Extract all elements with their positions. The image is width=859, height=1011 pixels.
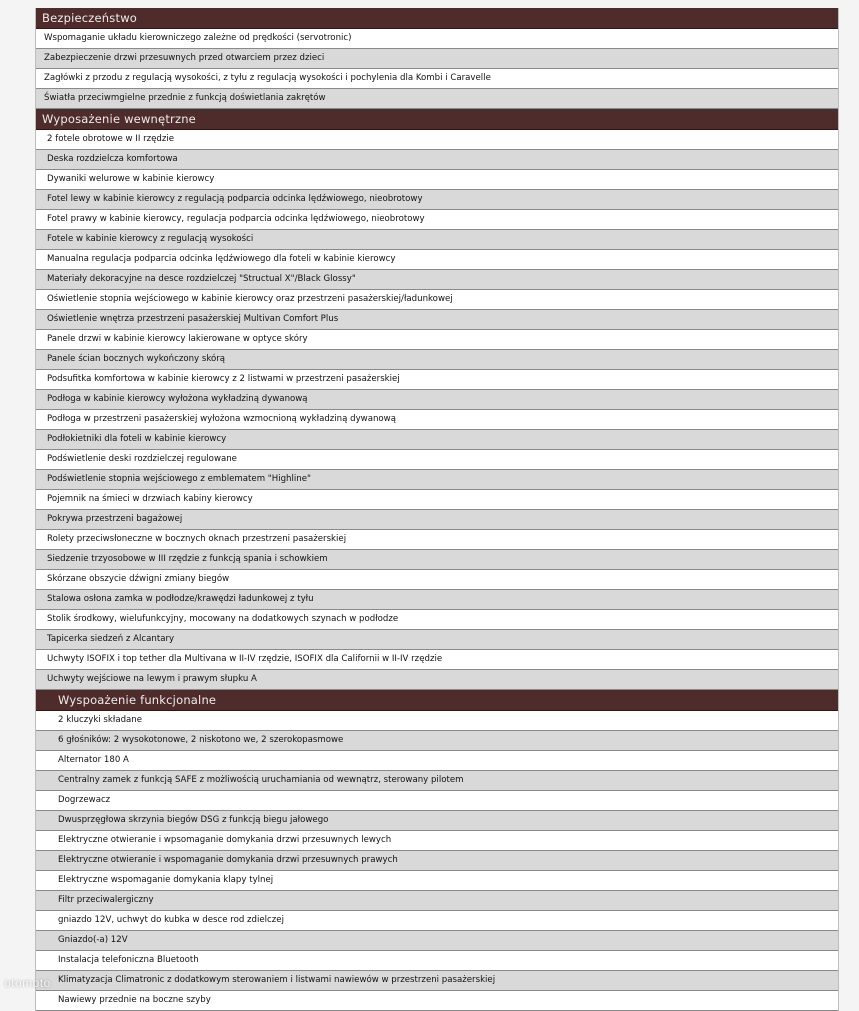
list-item: Rolety przeciwsłoneczne w bocznych oknach przestrzeni pasażerskiej (36, 530, 838, 550)
list-item: Podłoga w kabinie kierowcy wyłożona wykładziną dywanową (36, 390, 838, 410)
list-item: Światła przeciwmgielne przednie z funkcją doświetlania zakrętów (36, 89, 838, 109)
list-item: Fotele w kabinie kierowcy z regulacją wysokości (36, 230, 838, 250)
section-header: Bezpieczeństwo (36, 8, 838, 29)
list-item: Uchwyty ISOFIX i top tether dla Multivana w II-IV rzędzie, ISOFIX dla Californii w II-IV rzędzie (36, 650, 838, 670)
list-item: Skórzane obszycie dźwigni zmiany biegów (36, 570, 838, 590)
list-item: Elektryczne otwieranie i wspomaganie domykania drzwi przesuwnych prawych (36, 851, 838, 871)
list-item: Dywaniki welurowe w kabinie kierowcy (36, 170, 838, 190)
list-item: 2 kluczyki składane (36, 711, 838, 731)
list-item: Instalacja telefoniczna Bluetooth (36, 951, 838, 971)
list-item: Dwusprzęgłowa skrzynia biegów DSG z funkcją biegu jałowego (36, 811, 838, 831)
list-item: Nawiewy przednie na boczne szyby (36, 991, 838, 1011)
list-item: gniazdo 12V, uchwyt do kubka w desce rod zdielczej (36, 911, 838, 931)
list-item: Alternator 180 A (36, 751, 838, 771)
list-item: Materiały dekoracyjne na desce rozdzielczej "Structual X"/Black Glossy" (36, 270, 838, 290)
list-item: Stalowa osłona zamka w podłodze/krawędzi ładunkowej z tyłu (36, 590, 838, 610)
list-item: Manualna regulacja podparcia odcinka lędźwiowego dla foteli w kabinie kierowcy (36, 250, 838, 270)
list-item: Wspomaganie układu kierowniczego zależne od prędkości (servotronic) (36, 29, 838, 49)
list-item: Pojemnik na śmieci w drzwiach kabiny kierowcy (36, 490, 838, 510)
section-header: Wyposażenie wewnętrzne (36, 109, 838, 130)
list-item: Tapicerka siedzeń z Alcantary (36, 630, 838, 650)
list-item: Fotel prawy w kabinie kierowcy, regulacja podparcia odcinka lędźwiowego, nieobrotowy (36, 210, 838, 230)
list-item: Klimatyzacja Climatronic z dodatkowym sterowaniem i listwami nawiewów w przestrzeni pasażerskiej (36, 971, 838, 991)
list-item: Siedzenie trzyosobowe w III rzędzie z funkcją spania i schowkiem (36, 550, 838, 570)
list-item: Fotel lewy w kabinie kierowcy z regulacją podparcia odcinka lędźwiowego, nieobrotowy (36, 190, 838, 210)
list-item: Centralny zamek z funkcją SAFE z możliwością uruchamiania od wewnątrz, sterowany pilotem (36, 771, 838, 791)
list-item: Dogrzewacz (36, 791, 838, 811)
list-item: Podświetlenie deski rozdzielczej regulowane (36, 450, 838, 470)
section-header: Wyspoażenie funkcjonalne (36, 690, 838, 711)
list-item: 6 głośników: 2 wysokotonowe, 2 niskotono we, 2 szerokopasmowe (36, 731, 838, 751)
list-item: Oświetlenie wnętrza przestrzeni pasażerskiej Multivan Comfort Plus (36, 310, 838, 330)
list-item: Filtr przeciwalergiczny (36, 891, 838, 911)
list-item: Zabezpieczenie drzwi przesuwnych przed otwarciem przez dzieci (36, 49, 838, 69)
list-item: Elektryczne otwieranie i wpsomaganie domykania drzwi przesuwnych lewych (36, 831, 838, 851)
list-item: Stolik środkowy, wielufunkcyjny, mocowany na dodatkowych szynach w podłodze (36, 610, 838, 630)
list-item: Oświetlenie stopnia wejściowego w kabinie kierowcy oraz przestrzeni pasażerskiej/ładunkowej (36, 290, 838, 310)
list-item: Podsufitka komfortowa w kabinie kierowcy z 2 listwami w przestrzeni pasażerskiej (36, 370, 838, 390)
section-wyposazenie-wewnetrzne (36, 109, 838, 690)
equipment-sheet (35, 8, 839, 1011)
list-item: Podświetlenie stopnia wejściowego z emblematem "Highline" (36, 470, 838, 490)
list-item: 2 fotele obrotowe w II rzędzie (36, 130, 838, 150)
list-item: Zagłówki z przodu z regulacją wysokości, z tyłu z regulacją wysokości i pochylenia dla Kombi i Caravelle (36, 69, 838, 89)
list-item: Panele ścian bocznych wykończony skórą (36, 350, 838, 370)
list-item: Deska rozdzielcza komfortowa (36, 150, 838, 170)
section-bezpieczenstwo (36, 8, 838, 109)
list-item: Panele drzwi w kabinie kierowcy lakierowane w optyce skóry (36, 330, 838, 350)
list-item: Elektryczne wspomaganie domykania klapy tylnej (36, 871, 838, 891)
list-item: Uchwyty wejściowe na lewym i prawym słupku A (36, 670, 838, 690)
list-item: Pokrywa przestrzeni bagażowej (36, 510, 838, 530)
watermark-logo: otomoto (4, 976, 51, 990)
list-item: Podłoga w przestrzeni pasażerskiej wyłożona wzmocnioną wykładziną dywanową (36, 410, 838, 430)
list-item: Podłokietniki dla foteli w kabinie kierowcy (36, 430, 838, 450)
list-item: Gniazdo(-a) 12V (36, 931, 838, 951)
section-wyposazenie-funkcjonalne (36, 690, 838, 1011)
